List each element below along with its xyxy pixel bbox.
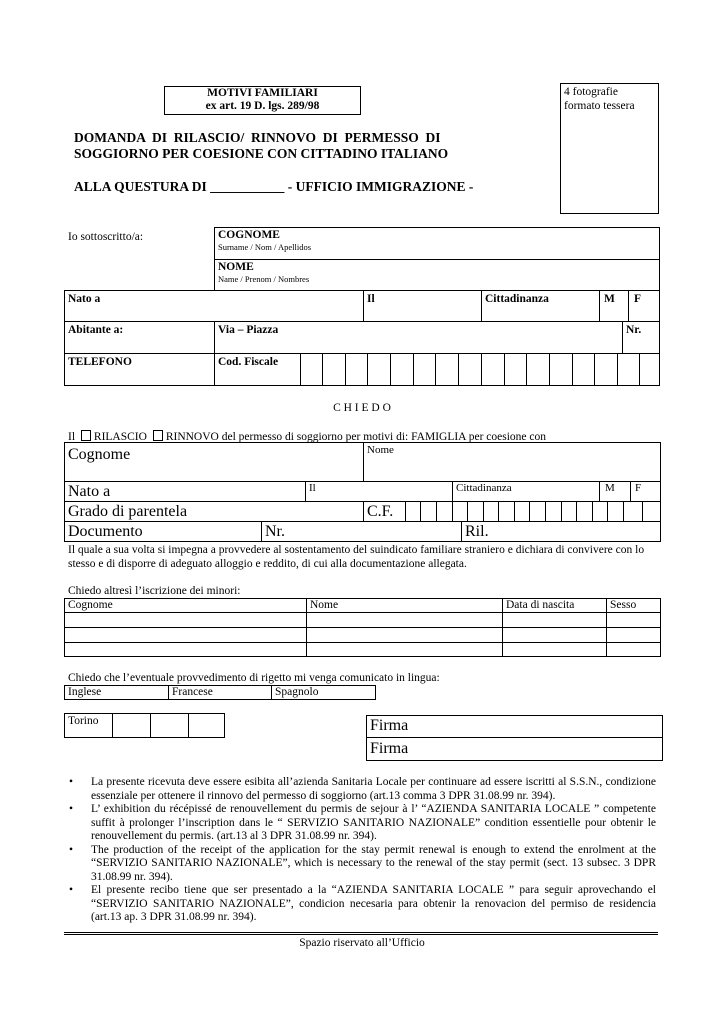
f-label[interactable]: F [634,293,642,305]
chiedo-heading: C H I E D O [333,402,391,414]
applicant-intro: Io sottoscritto/a: [68,231,144,243]
minors-row-3[interactable] [65,643,660,657]
nome-sublabel: Name / Prenom / Nombres [218,274,310,284]
note-french: • L’ exhibition du récépissé de renouvellement du permis de sejour à l’ “AZIENDA SANITARIA LOCALE ” competente suffit à prolonger l’inscription dans le “ SERVIZIO SANITARIO NAZIONALE” condition essentielle pour obtenir le renouvellement du permis. (art.13 al 3 DPR 31.08.99 nr. 394). [64,803,656,844]
relative-cittadinanza-label: Cittadinanza [456,482,512,494]
address-row[interactable] [64,321,660,354]
nato-label: Nato a [68,293,101,305]
telefono-label: TELEFONO [68,356,132,368]
signature-box-1[interactable] [366,715,663,738]
note-english: • The production of the receipt of the application for the stay permit renewal is enough to extend the enrolment at the “SERVIZIO SANITARIO NAZIONALE”, which is necessary to the renewal of the stay permit (sect. 13 subsec. 3 DPR 31.08.99 nr. 394). [64,844,656,885]
nr-label: Nr. [626,324,642,336]
commitment-text: Il quale a sua volta si impegna a provvedere al sostentamento del suindicato familiare straniero e dichiara di convivere con lo stesso e di disporre di adeguato alloggio e reddito, di cui alla documentazione allegata. [68,544,645,570]
title-line-2: SOGGIORNO PER COESIONE CON CITTADINO ITALIANO [74,146,449,161]
relative-nato-label: Nato a [68,483,111,500]
il-label: Il [367,293,375,305]
relative-birth-row[interactable] [64,481,661,502]
rilascio-label: RILASCIO [93,431,147,443]
photo-label-1: 4 fotografie [564,86,618,98]
relative-f-label[interactable]: F [635,482,642,494]
photo-label-2: formato tessera [564,100,635,112]
codfiscale-label: Cod. Fiscale [218,356,279,368]
notes-list [64,776,656,925]
cognome-sublabel: Surname / Nom / Apellidos [218,242,312,252]
relative-grado-label: Grado di parentela [68,503,188,520]
relative-nr-label: Nr. [265,523,285,540]
questura-line: ALLA QUESTURA DI ___________ - UFFICIO IMMIGRAZIONE - [74,179,474,194]
rilascio-checkbox[interactable] [81,430,91,441]
footer-label: Spazio riservato all’Ufficio [299,937,425,949]
motivi-ref: ex art. 19 D. lgs. 289/98 [205,100,320,112]
signature-label-1: Firma [370,717,409,734]
minors-header-nome: Nome [310,599,339,611]
signature-box-2[interactable] [366,737,663,761]
rinnovo-label: RINNOVO del permesso di soggiorno per motivi di: FAMIGLIA per coesione con [165,431,546,443]
relative-documento-label: Documento [68,523,143,540]
signature-label-2: Firma [370,740,409,757]
minors-row-2[interactable] [65,628,660,642]
cognome-label: COGNOME [218,229,280,241]
rinnovo-checkbox[interactable] [153,430,163,441]
phone-row[interactable] [64,353,660,386]
birth-row[interactable] [64,290,660,322]
relative-cognome-label: Cognome [68,446,131,463]
motivi-title: MOTIVI FAMILIARI [207,87,318,99]
language-intro: Chiedo che l’eventuale provvedimento di rigetto mi venga comunicato in lingua: [68,672,440,684]
language-options [64,685,376,700]
minors-intro: Chiedo altresì l’iscrizione dei minori: [68,585,241,597]
footer-divider-1 [64,932,658,933]
relative-nome-label: Nome [367,444,394,456]
abitante-label: Abitante a: [68,324,124,336]
relative-cf-label: C.F. [367,503,394,520]
relative-document-row[interactable] [64,521,661,542]
minors-header-cognome: Cognome [68,599,113,611]
minors-row-1[interactable] [65,613,660,627]
relative-il-label: Il [309,482,316,494]
request-il: Il [68,431,76,443]
place-label: Torino [68,715,99,727]
relative-ril-label: Ril. [465,523,489,540]
minors-header-data: Data di nascita [506,599,575,611]
via-label: Via – Piazza [218,324,279,336]
language-option-francese[interactable]: Francese [172,686,213,698]
language-option-inglese[interactable]: Inglese [68,686,102,698]
relative-m-label[interactable]: M [605,482,615,494]
note-italian: • La presente ricevuta deve essere esibita all’azienda Sanitaria Locale per continuare ad essere iscritti al S.S.N., condizione essenziale per ottenere il rinnovo del permesso di soggiorno (art.13 comma 3 DPR 31.08.99 nr. 394). [64,776,656,803]
m-label[interactable]: M [604,293,615,305]
minors-header-sesso: Sesso [610,599,637,611]
cittadinanza-label: Cittadinanza [485,293,549,305]
language-option-spagnolo[interactable]: Spagnolo [275,686,319,698]
nome-label: NOME [218,261,254,273]
note-spanish: • El presente recibo tiene que ser presentado a la “AZIENDA SANITARIA LOCALE ” para seguir aprovechando el “SERVIZIO SANITARIO NAZIONALE”, condicion necesaria para obtenir la renovacion del permiso de residencia (art.13 ap. 3 DPR 31.08.99 nr. 394). [64,884,656,925]
title-line-1: DOMANDA DI RILASCIO/ RINNOVO DI PERMESSO DI [74,130,441,145]
footer-divider-2 [64,934,658,935]
